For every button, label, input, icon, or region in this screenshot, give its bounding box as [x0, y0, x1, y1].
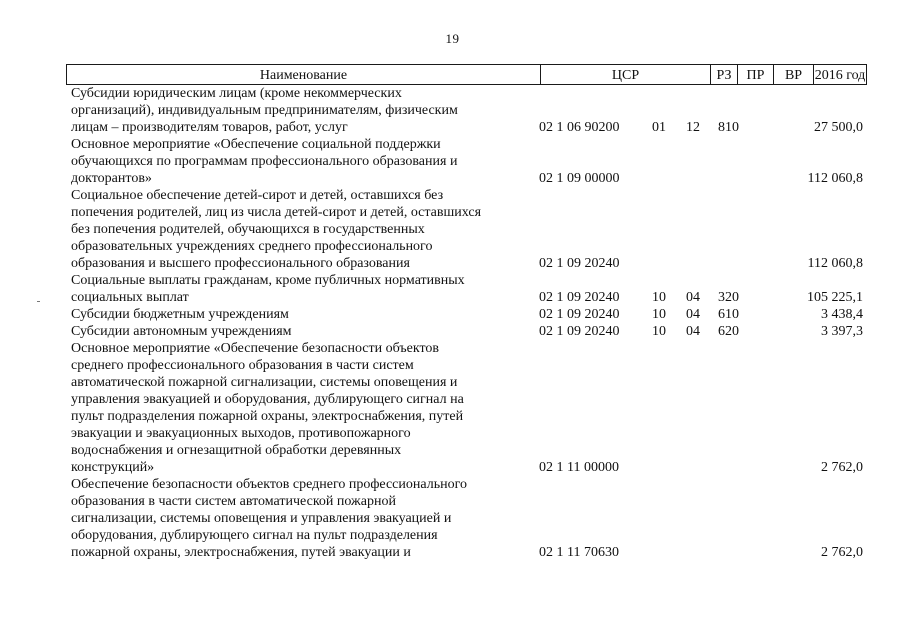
row-vr: 320	[718, 290, 739, 305]
row-csr: 02 1 06 90200	[539, 120, 620, 135]
table-row	[0, 340, 905, 476]
table-row	[0, 85, 905, 136]
table-row	[0, 323, 905, 340]
row-amount: 3 397,3	[821, 324, 863, 339]
row-amount: 2 762,0	[821, 460, 863, 475]
row-csr: 02 1 11 70630	[539, 545, 619, 560]
row-rz: 10	[652, 290, 666, 305]
row-pr: 12	[686, 120, 700, 135]
row-name: Социальные выплаты гражданам, кроме публичных нормативных социальных выплат	[71, 273, 465, 305]
row-pr: 04	[686, 307, 700, 322]
row-csr: 02 1 11 00000	[539, 460, 619, 475]
row-amount: 112 060,8	[807, 256, 863, 271]
row-vr: 810	[718, 120, 739, 135]
row-amount: 27 500,0	[814, 120, 863, 135]
table-row	[0, 306, 905, 323]
row-name: Основное мероприятие «Обеспечение социальной поддержки обучающихся по программам профессионального образования и докторантов»	[71, 137, 458, 186]
row-vr: 620	[718, 324, 739, 339]
row-amount: 2 762,0	[821, 545, 863, 560]
row-name: Субсидии юридическим лицам (кроме некоммерческих организаций), индивидуальным предпринимателям, физическим лицам – производителям товаров, работ, услуг	[71, 86, 458, 135]
table-row	[0, 272, 905, 306]
row-csr: 02 1 09 20240	[539, 290, 620, 305]
table-row	[0, 476, 905, 561]
header-year: 2016 год	[814, 68, 866, 83]
header-name: Наименование	[67, 65, 541, 84]
row-name: Субсидии бюджетным учреждениям	[71, 307, 289, 322]
row-rz: 01	[652, 120, 666, 135]
row-name: Субсидии автономным учреждениям	[71, 324, 292, 339]
row-pr: 04	[686, 324, 700, 339]
row-csr: 02 1 09 20240	[539, 256, 620, 271]
header-vr: ВР	[774, 65, 814, 84]
header-rz: РЗ	[711, 65, 738, 84]
row-amount: 105 225,1	[807, 290, 863, 305]
table-row	[0, 136, 905, 187]
row-name: Социальное обеспечение детей-сирот и детей, оставшихся без попечения родителей, лиц из числа детей-сирот и детей, оставшихся без попечения родителей, обучающихся в государственных образовательных учреждениях среднего профессионального образования и высшего профессионального образования	[71, 188, 482, 271]
row-rz: 10	[652, 307, 666, 322]
row-pr: 04	[686, 290, 700, 305]
row-amount: 3 438,4	[821, 307, 863, 322]
row-csr: 02 1 09 00000	[539, 171, 620, 186]
row-name: Основное мероприятие «Обеспечение безопасности объектов среднего профессионального образования в части систем автоматической пожарной сигнализации, системы оповещения и управления эвакуацией и оборудования, дублирующего сигнал на пульт подразделения пожарной охраны, электроснабжения, путей эвакуации и эвакуационных выходов, противопожарного водоснабжения и огнезащитной обработки деревянных конструкций»	[71, 341, 464, 475]
table-row	[0, 187, 905, 272]
scan-mark	[37, 301, 40, 302]
header-pr: ПР	[738, 65, 774, 84]
row-name: Обеспечение безопасности объектов среднего профессионального образования в части систем автоматической пожарной сигнализации, системы оповещения и управления эвакуацией и оборудования, дублирующего сигнал на пульт подразделения пожарной охраны, электроснабжения, путей эвакуации и	[71, 477, 467, 560]
table-header	[66, 64, 867, 85]
table-body	[0, 85, 905, 561]
page-number: 19	[445, 31, 460, 46]
row-rz: 10	[652, 324, 666, 339]
row-vr: 610	[718, 307, 739, 322]
row-csr: 02 1 09 20240	[539, 324, 620, 339]
row-csr: 02 1 09 20240	[539, 307, 620, 322]
header-csr: ЦСР	[541, 65, 711, 84]
row-amount: 112 060,8	[807, 171, 863, 186]
